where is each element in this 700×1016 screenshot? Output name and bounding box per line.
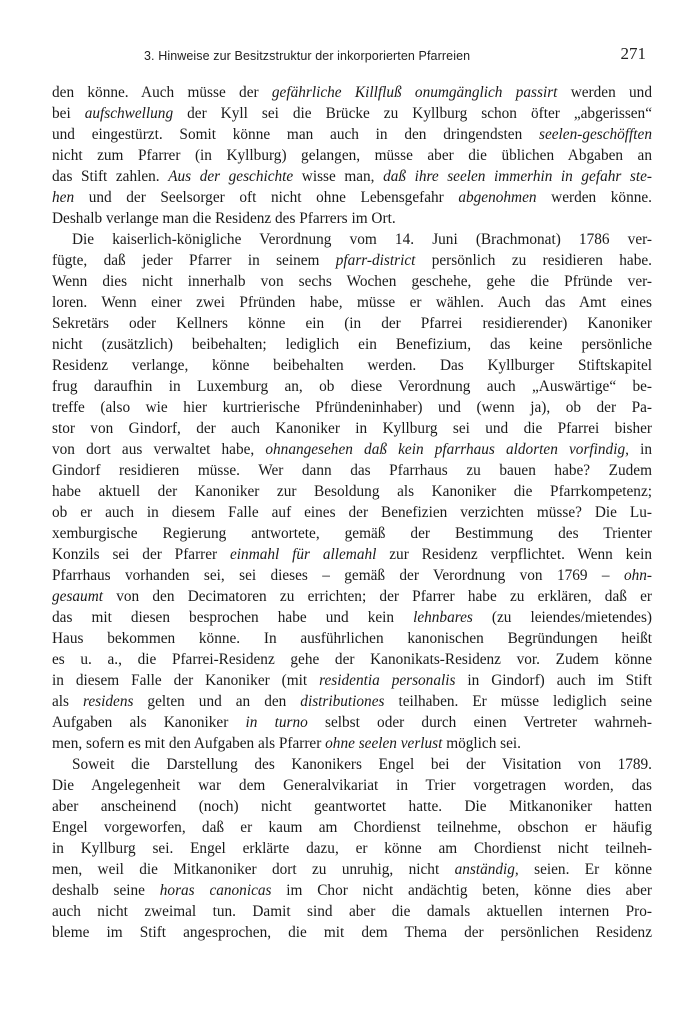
text-segment: werden könne. [536, 189, 652, 206]
text-segment: den könne. Auch müsse der [52, 84, 272, 101]
text-segment: in Kyllburg sei. Engel erklärte dazu, er könne am Chordienst nicht teilneh- [52, 840, 652, 857]
italic-quote: residens [83, 693, 134, 710]
text-segment: Gindorf residieren müsse. Wer dann das Pfarrhaus zu bauen habe? Zudem [52, 462, 652, 479]
text-segment: Soweit die Darstellung des Kanonikers Engel bei der Visitation von 1789. [72, 756, 652, 773]
italic-quote: lehnbares [413, 609, 473, 626]
text-segment: es u. a., die Pfarrei-Residenz gehe der Kanonikats-Residenz vor. Zudem könne [52, 651, 652, 668]
text-segment: von dort aus verwaltet habe, [52, 441, 266, 458]
text-segment: Deshalb verlange man die Residenz des Pfarrers im Ort. [52, 210, 396, 227]
text-segment: Konzils sei der Pfarrer [52, 546, 231, 563]
text-line [52, 439, 652, 460]
text-line [52, 838, 652, 859]
text-line [52, 355, 652, 376]
text-segment: Die kaiserlich-königliche Verordnung vom 14. Juni (Brachmonat) 1786 ver- [72, 231, 652, 248]
text-segment: deshalb seine [52, 882, 160, 899]
text-line [52, 565, 652, 586]
text-segment: möglich sei. [442, 735, 521, 752]
italic-quote: distributiones [300, 693, 385, 710]
text-segment: im Chor nicht andächtig beten, könne dies aber [271, 882, 652, 899]
text-segment: Wenn dies nicht innerhalb von sechs Wochen geschehe, gehe die Pfründe ver- [52, 273, 652, 290]
text-segment: Pfarrhaus vorhanden sei, sei dieses – gemäß der Verordnung von 1769 – [52, 567, 624, 584]
text-line [52, 250, 652, 271]
text-segment: ob er auch in diesem Falle auf eines der Benefizien verzichten müsse? Die Lu- [52, 504, 652, 521]
text-line [52, 376, 652, 397]
text-segment: werden und [557, 84, 652, 101]
text-segment: stor von Gindorf, der auch Kanoniker in Kyllburg sei und die Pfarrei bisher [52, 420, 652, 437]
text-line [52, 502, 652, 523]
text-segment: Haus bekommen könne. In ausführlichen kanonischen Begründungen heißt [52, 630, 652, 647]
text-line [52, 481, 652, 502]
text-segment: Die Angelegenheit war dem Generalvikariat in Trier vorgetragen worden, das [52, 777, 652, 794]
text-line [52, 691, 652, 712]
text-line [52, 229, 652, 250]
text-line [52, 796, 652, 817]
text-line [52, 187, 652, 208]
italic-quote: aufschwellung [84, 105, 174, 122]
text-segment: Residenz verlange, könne beibehalten werden. Das Kyllburger Stiftskapitel [52, 357, 652, 374]
text-segment: wisse man, [293, 168, 384, 185]
text-line [52, 460, 652, 481]
text-segment: men, weil die Mitkanoniker dort zu unruhig, nicht [52, 861, 455, 878]
text-line [52, 859, 652, 880]
text-segment: zur Residenz verpflichtet. Wenn kein [376, 546, 652, 563]
italic-quote: anständig, [454, 861, 519, 878]
text-segment: Sekretärs oder Kellners könne ein (in der Pfarrei residierender) Kanoniker [52, 315, 652, 332]
text-segment: nicht zum Pfarrer (in Kyllburg) gelangen, müsse aber die üblichen Abgaben an [52, 147, 652, 164]
text-line [52, 649, 652, 670]
text-line [52, 817, 652, 838]
text-segment: und der Seelsorger oft nicht ohne Lebensgefahr [74, 189, 459, 206]
text-line [52, 922, 652, 943]
text-line [52, 397, 652, 418]
text-segment: von den Decimatoren zu errichten; der Pfarrer habe zu erklären, daß er [103, 588, 652, 605]
text-segment: bleme im Stift angesprochen, die mit dem Thema der persönlichen Residenz [52, 924, 652, 941]
text-segment: in [628, 441, 652, 458]
text-segment: als [52, 693, 83, 710]
text-segment: das Stift zahlen. [52, 168, 169, 185]
italic-quote: Aus der geschichte [168, 168, 294, 185]
text-line [52, 628, 652, 649]
text-segment: selbst oder durch einen Vertreter wahrneh- [307, 714, 652, 731]
text-line [52, 523, 652, 544]
italic-quote: in turno [245, 714, 308, 731]
text-line [52, 103, 652, 124]
text-segment: in Gindorf) auch im Stift [455, 672, 652, 689]
text-segment: xemburgische Regierung antwortete, gemäß der Bestimmung des Trienter [52, 525, 652, 542]
text-segment: fügte, daß jeder Pfarrer in seinem [52, 252, 336, 269]
text-line [52, 271, 652, 292]
text-segment: loren. Wenn einer zwei Pfründen habe, müsse er wählen. Auch das Amt eines [52, 294, 652, 311]
text-segment: (zu leiendes/mietendes) [472, 609, 652, 626]
italic-quote: residentia personalis [319, 672, 456, 689]
italic-quote: gefährliche Killfluß onumgänglich passirt [271, 84, 558, 101]
text-segment: men, sofern es mit den Aufgaben als Pfarrer [52, 735, 326, 752]
text-line [52, 313, 652, 334]
text-line [52, 166, 652, 187]
text-line [52, 607, 652, 628]
text-segment: nicht (zusätzlich) beibehalten; lediglich ein Benefizium, das keine persönliche [52, 336, 652, 353]
page-number: 271 [620, 44, 646, 63]
text-segment: habe aktuell der Kanoniker zur Besoldung als Kanoniker die Pfarrkompetenz; [52, 483, 652, 500]
text-line [52, 82, 652, 103]
text-line [52, 124, 652, 145]
text-segment: aber anscheinend (noch) nicht geantwortet hatte. Die Mitkanoniker hatten [52, 798, 652, 815]
italic-quote: horas canonicas [159, 882, 272, 899]
italic-quote: einmahl für allemahl [230, 546, 377, 563]
italic-quote: daß ihre seelen immerhin in gefahr ste- [383, 168, 652, 185]
text-line [52, 670, 652, 691]
text-line [52, 292, 652, 313]
text-segment: bei [52, 105, 85, 122]
text-segment: seien. Er könne [518, 861, 652, 878]
text-segment: treffe (also wie hier kurtrierische Pfründeninhaber) und (wenn ja), ob der Pa- [52, 399, 652, 416]
text-line [52, 712, 652, 733]
italic-quote: ohnangesehen daß kein pfarrhaus aldorten vorfindig, [265, 441, 629, 458]
text-segment: das mit diesen besprochen habe und kein [52, 609, 414, 626]
text-segment: persönlich zu residieren habe. [415, 252, 652, 269]
text-segment: und eingestürzt. Somit könne man auch in den dringendsten [52, 126, 540, 143]
text-line [52, 208, 652, 229]
text-line [52, 733, 652, 754]
text-line [52, 586, 652, 607]
body-text [52, 82, 652, 943]
text-segment: Engel vorgeworfen, daß er kaum am Chordienst teilnehme, obschon er häufig [52, 819, 652, 836]
text-segment: in diesem Falle der Kanoniker (mit [52, 672, 320, 689]
italic-quote: abgenohmen [458, 189, 537, 206]
running-title: 3. Hinweise zur Besitzstruktur der inkorporierten Pfarreien [144, 49, 471, 63]
italic-quote: seelen-geschöfften [539, 126, 652, 143]
text-line [52, 775, 652, 796]
text-segment: frug daraufhin in Luxemburg an, ob diese Verordnung auch „Auswärtige“ be- [52, 378, 652, 395]
italic-quote: pfarr-district [335, 252, 416, 269]
text-line [52, 754, 652, 775]
text-segment: teilhaben. Er müsse lediglich seine [384, 693, 652, 710]
italic-quote: gesaumt [52, 588, 103, 605]
text-segment: der Kyll sei die Brücke zu Kyllburg schon öfter „abgerissen“ [173, 105, 652, 122]
italic-quote: ohne seelen verlust [325, 735, 443, 752]
text-segment: gelten und an den [133, 693, 301, 710]
text-line [52, 880, 652, 901]
text-line [52, 901, 652, 922]
text-segment: Aufgaben als Kanoniker [52, 714, 246, 731]
text-line [52, 544, 652, 565]
text-line [52, 334, 652, 355]
text-line [52, 145, 652, 166]
text-segment: auch nicht zweimal tun. Damit sind aber die damals aktuellen internen Pro- [52, 903, 652, 920]
italic-quote: hen [52, 189, 75, 206]
text-line [52, 418, 652, 439]
italic-quote: ohn- [623, 567, 652, 584]
running-head [48, 44, 654, 66]
